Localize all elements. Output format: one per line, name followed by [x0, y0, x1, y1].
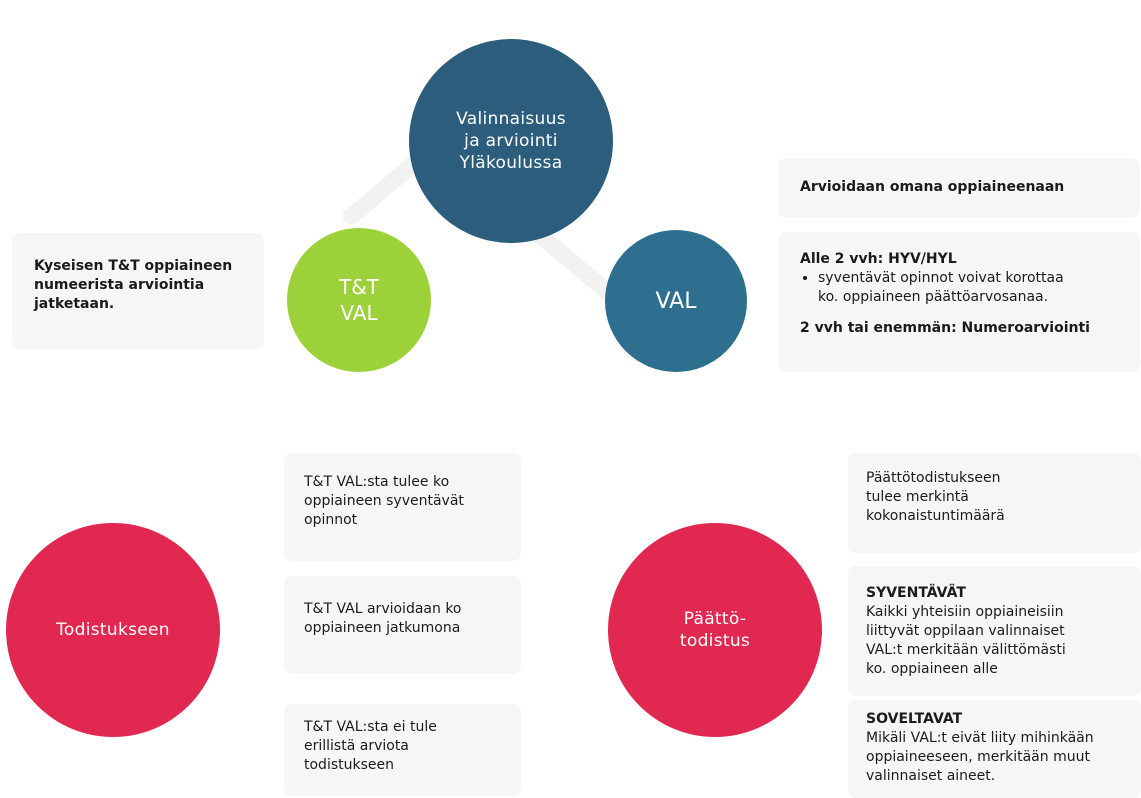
val-circle [605, 230, 747, 372]
tt-val-circle [287, 228, 431, 372]
tt-continue-box [12, 233, 264, 349]
under-2-vvh-list [800, 269, 1140, 307]
tt-continue-text: Kyseisen T&T oppiaineen numeerista arviointia jatketaan. [34, 258, 233, 312]
main-topic-circle [409, 39, 613, 243]
main-topic-label: Valinnaisuus ja arviointi Yläkoulussa [456, 109, 566, 173]
todistukseen-label: Todistukseen [56, 620, 170, 640]
todistus-box-1 [284, 453, 521, 561]
own-subject-text: Arvioidaan omana oppiaineenaan [800, 179, 1065, 195]
todistus-box-2 [284, 576, 521, 674]
paattotodistus-circle [608, 523, 822, 737]
val-rules-box [778, 232, 1140, 372]
tt-val-label: T&T VAL [338, 275, 380, 325]
paattotodistus-label: Päättö- todistus [679, 609, 751, 651]
todistus-text-3: T&T VAL:sta ei tule erillistä arviota todistukseen [304, 719, 437, 773]
two-or-more-vvh-text: 2 vvh tai enemmän: Numeroarviointi [800, 320, 1090, 336]
syventavat-text: Kaikki yhteisiin oppiaineisiin liittyvät oppilaan valinnaiset VAL:t merkitään välittömästi ko. oppiaineen alle [866, 604, 1066, 677]
todistus-box-3 [284, 704, 521, 796]
paatto-box-1 [848, 453, 1141, 553]
under-2-vvh-bullet: • syventävät opinnot voivat korottaa ko. oppiaineen päättöarvosanaa. [818, 269, 1140, 307]
syventavat-heading: SYVENTÄVÄT [866, 585, 966, 601]
soveltavat-heading: SOVELTAVAT [866, 711, 963, 727]
todistus-text-1: T&T VAL:sta tulee ko oppiaineen syventävät opinnot [304, 474, 464, 528]
soveltavat-text: Mikäli VAL:t eivät liity mihinkään oppiaineeseen, merkitään muut valinnaiset aineet. [866, 730, 1094, 784]
own-subject-box [778, 158, 1140, 218]
val-label: VAL [655, 288, 697, 314]
todistukseen-circle [6, 523, 220, 737]
todistus-text-2: T&T VAL arvioidaan ko oppiaineen jatkumona [304, 601, 462, 636]
under-2-vvh-heading: Alle 2 vvh: HYV/HYL [800, 251, 957, 267]
syventavat-box [848, 566, 1141, 696]
paatto-text-1: Päättötodistukseen tulee merkintä kokonaistuntimäärä [866, 470, 1005, 524]
soveltavat-box [848, 700, 1141, 798]
